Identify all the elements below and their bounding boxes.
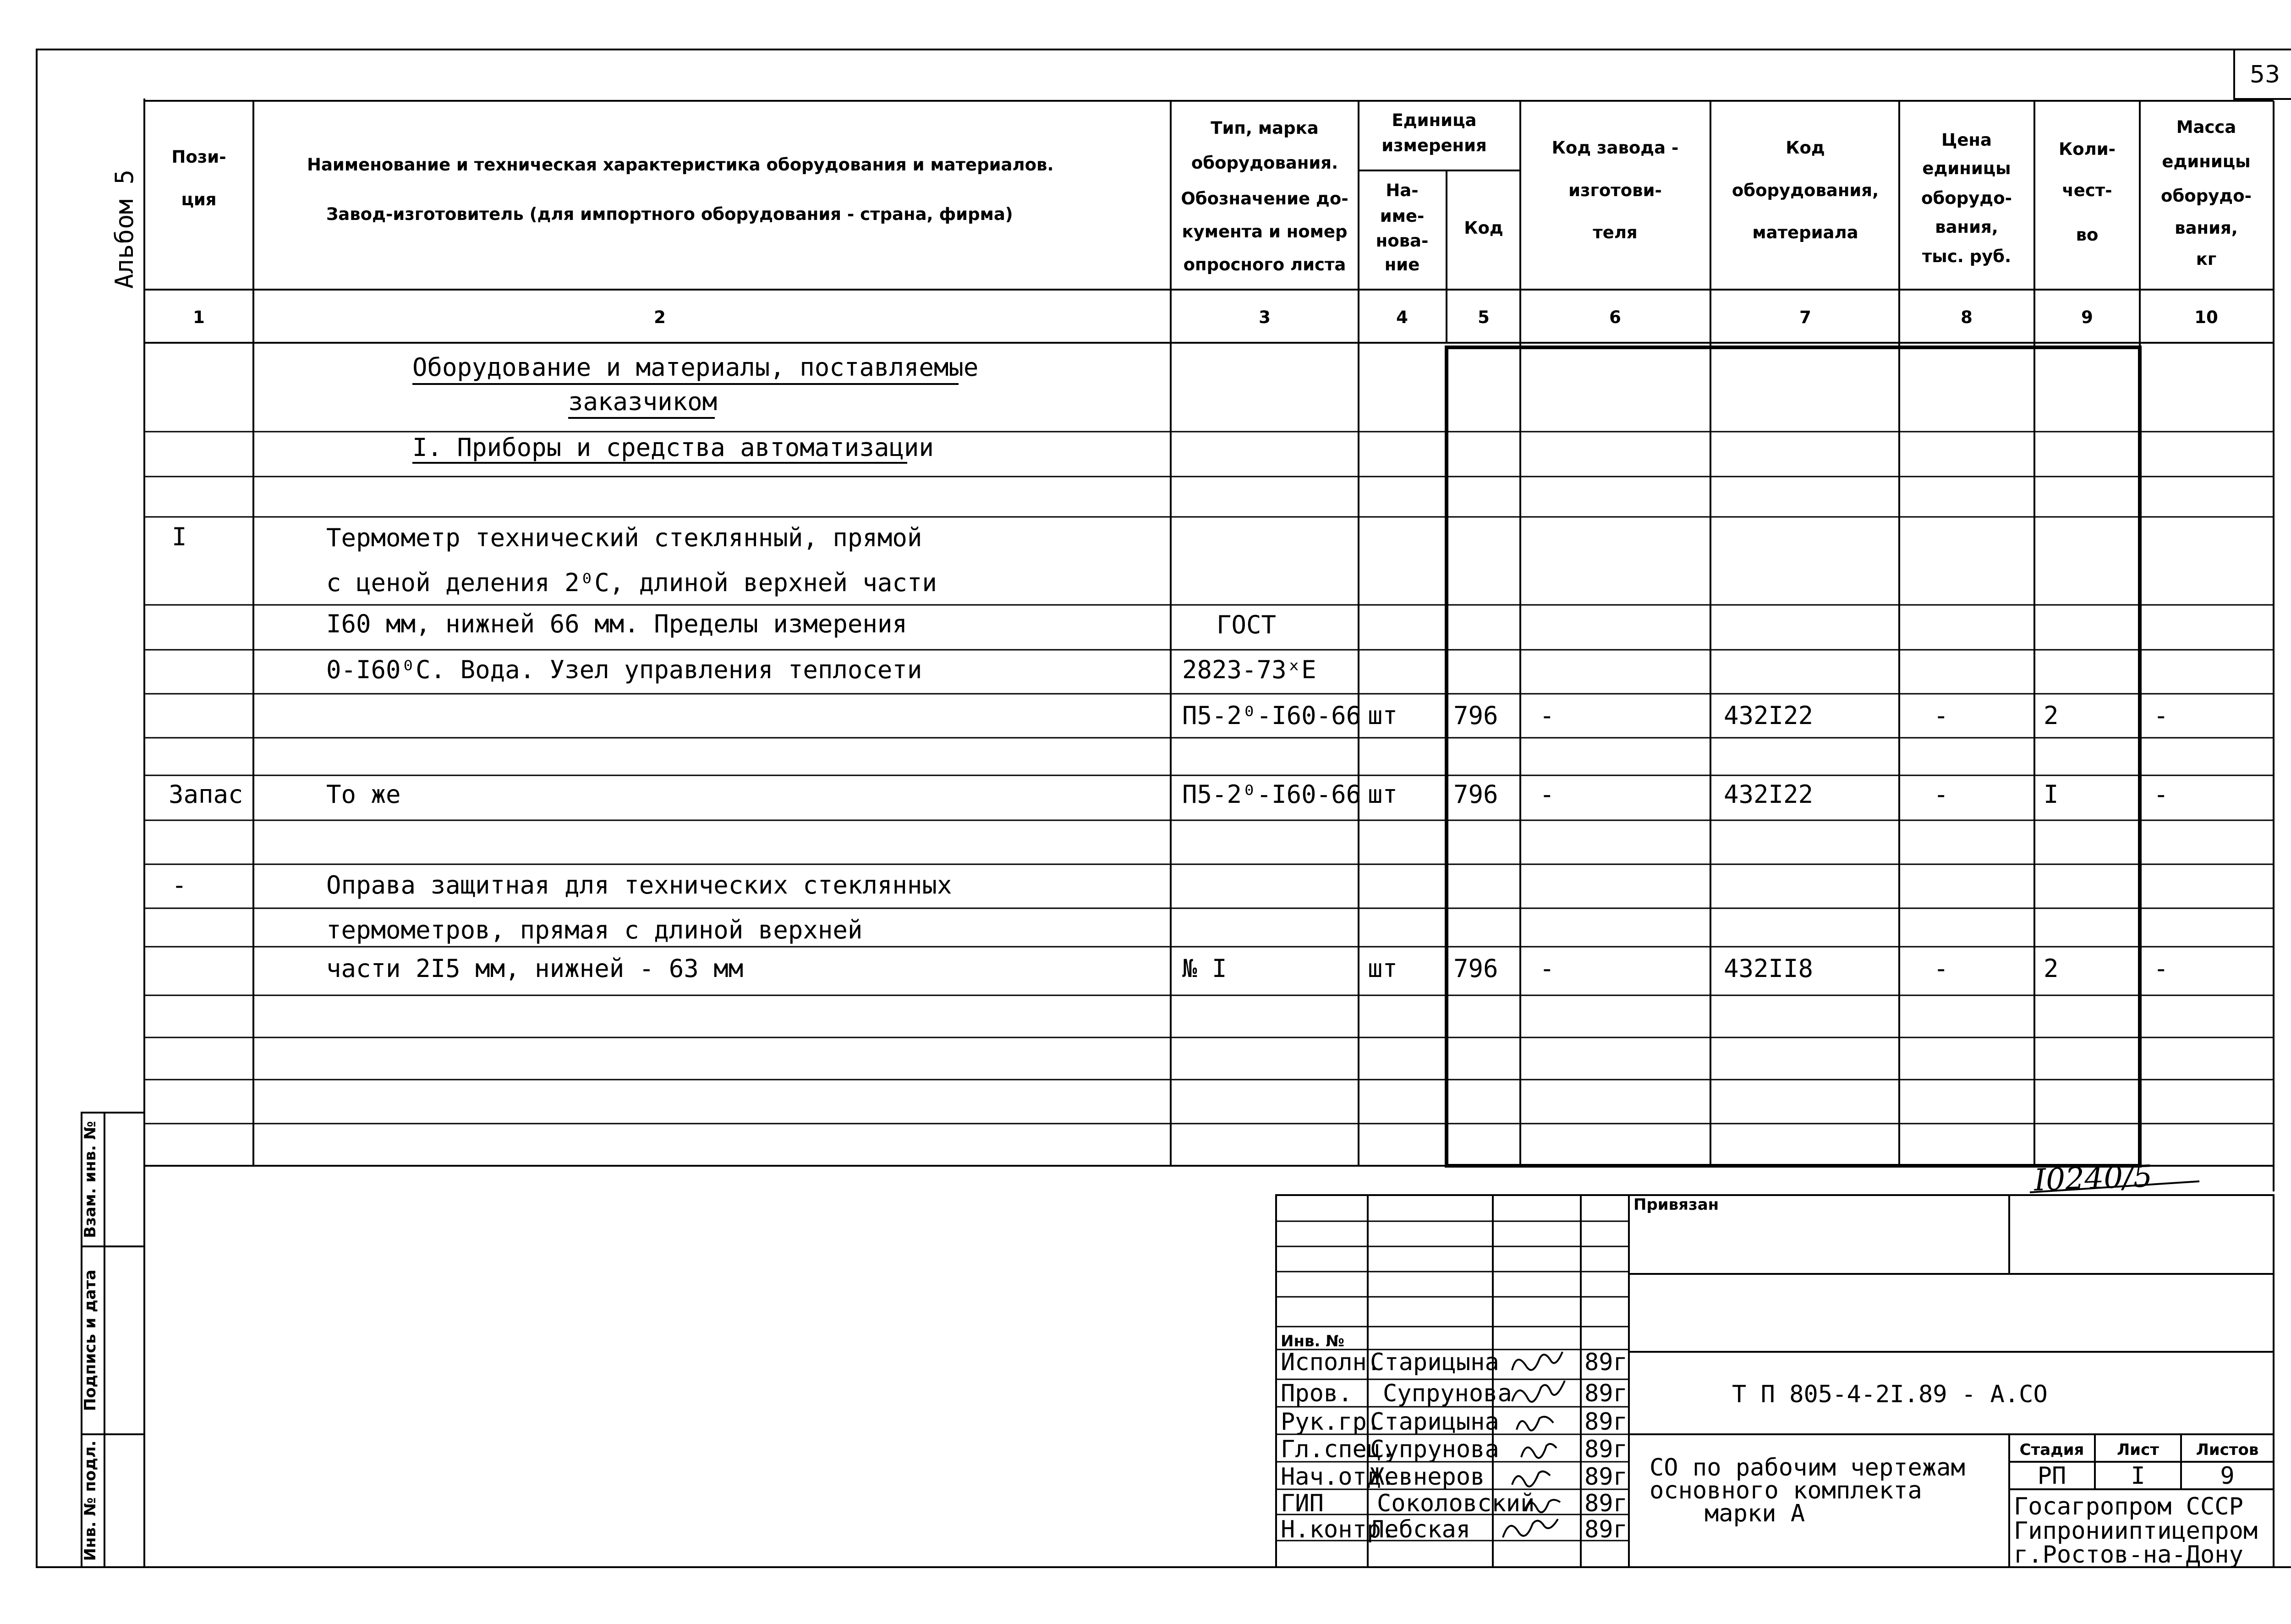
stamp-inv-orig: Инв. № подл. <box>81 1440 99 1561</box>
signer-name-5: Жевнеров <box>1370 1463 1485 1491</box>
signer-date-4: 89г <box>1584 1436 1628 1463</box>
row-2-unit: шт <box>1368 780 1398 809</box>
row-1-plant: - <box>1540 701 1555 730</box>
sheets-label: Листов <box>2196 1441 2259 1459</box>
section-subtitle: I. Приборы и средства автоматизации <box>412 433 934 462</box>
signer-role-1: Исполн. <box>1281 1349 1381 1376</box>
row-2-mass: - <box>2154 780 2169 809</box>
row-1-pos: I <box>172 522 187 551</box>
stamp-sign-date: Подпись и дата <box>81 1269 99 1411</box>
table-row <box>169 780 2169 809</box>
header-mass-1: Масса <box>2176 117 2236 137</box>
header-unitname-2: име- <box>1380 206 1425 226</box>
header-unitname-3: нова- <box>1376 231 1429 251</box>
header-type-4: кумента и номер <box>1182 222 1348 241</box>
row-3-desc-2: термометров, прямая с длиной верхней <box>326 916 863 944</box>
header-qty-2: чест- <box>2062 181 2112 200</box>
stage-label: Стадия <box>2019 1441 2084 1459</box>
col-number-4: 4 <box>1396 307 1408 327</box>
row-2-desc-1: То же <box>326 780 401 809</box>
stage-value: РП <box>2037 1462 2066 1490</box>
col-number-3: 3 <box>1259 307 1271 327</box>
section-title-2: заказчиком <box>568 387 718 416</box>
header-mass-2: единицы <box>2162 152 2251 171</box>
row-1-desc-1: Термометр технический стеклянный, прямой <box>326 523 922 552</box>
col-number-10: 10 <box>2194 307 2218 327</box>
row-3-desc-1: Оправа защитная для технических стеклянных <box>326 871 952 900</box>
signer-name-1: Старицына <box>1370 1349 1499 1376</box>
header-unit-2: измерения <box>1381 136 1487 155</box>
signer-role-7: Н.контр. <box>1281 1516 1396 1543</box>
header-price-2: единицы <box>1922 159 2011 178</box>
signer-role-2: Пров. <box>1281 1380 1353 1407</box>
signer-role-5: Нач.отд. <box>1281 1463 1396 1491</box>
row-3-pos: - <box>172 871 187 900</box>
row-1-price: - <box>1934 701 1949 730</box>
header-code-2: оборудования, <box>1732 181 1879 200</box>
row-1-desc-3: I60 мм, нижней 66 мм. Пределы измерения <box>326 609 907 638</box>
header-mass-3: оборудо- <box>2161 186 2252 206</box>
row-2-type: П5-2⁰-I60-66 <box>1182 780 1361 809</box>
signer-date-6: 89г <box>1584 1490 1628 1517</box>
stamp-replace-inv: Взам. инв. № <box>81 1121 99 1238</box>
col-number-5: 5 <box>1478 307 1490 327</box>
col-number-6: 6 <box>1609 307 1621 327</box>
row-1-unit: шт <box>1368 701 1398 730</box>
signer-date-1: 89г <box>1584 1349 1628 1376</box>
designation: Т П 805-4-2I.89 - А.СО <box>1732 1381 2048 1408</box>
signer-date-2: 89г <box>1584 1380 1628 1407</box>
row-3-unit: шт <box>1368 954 1398 983</box>
page-number: 53 <box>2249 61 2280 88</box>
signer-name-7: Лебская <box>1370 1516 1471 1543</box>
header-code-1: Код <box>1786 138 1825 158</box>
row-1-doc-2: 2823-73ˣЕ <box>1182 655 1316 684</box>
row-1-doc-1: ГОСТ <box>1217 610 1277 639</box>
header-type-1: Тип, марка <box>1211 118 1319 138</box>
row-3-qty: 2 <box>2044 954 2059 983</box>
signer-date-3: 89г <box>1584 1408 1628 1436</box>
row-3-item-code: 432II8 <box>1724 954 1814 983</box>
col-number-2: 2 <box>654 307 666 327</box>
row-1-code: 796 <box>1453 701 1498 730</box>
col-number-8: 8 <box>1961 307 1973 327</box>
col-number-1: 1 <box>193 307 205 327</box>
doc-title-1: СО по рабочим чертежам <box>1650 1454 1965 1481</box>
sheets-value: 9 <box>2220 1462 2235 1490</box>
org-line-2: Гипронииптицепром <box>2014 1517 2258 1545</box>
signer-role-6: ГИП <box>1281 1490 1324 1517</box>
header-qty-3: во <box>2076 225 2099 245</box>
header-unit-code: Код <box>1464 218 1503 238</box>
row-1-desc-2: с ценой деления 2⁰С, длиной верхней части <box>326 568 937 597</box>
header-mass-5: кг <box>2196 249 2217 269</box>
header-qty-1: Коли- <box>2058 139 2116 159</box>
row-1-desc-4: 0-I60⁰С. Вода. Узел управления теплосети <box>326 655 922 684</box>
signer-name-4: Супрунова <box>1370 1436 1499 1463</box>
header-plant-1: Код завода - <box>1551 138 1679 158</box>
header-price-3: оборудо- <box>1921 188 2012 208</box>
row-2-pos: Запас <box>169 780 243 809</box>
header-pos-1: Пози- <box>171 147 226 167</box>
row-3-code: 796 <box>1453 954 1498 983</box>
section-title-1: Оборудование и материалы, поставляемые <box>412 353 979 382</box>
header-pos-2: ция <box>181 190 217 209</box>
signer-date-7: 89г <box>1584 1516 1628 1543</box>
header-price-5: тыс. руб. <box>1922 247 2011 266</box>
sheet-value: I <box>2131 1462 2145 1490</box>
org-line-3: г.Ростов-на-Дону <box>2014 1541 2243 1569</box>
row-2-plant: - <box>1540 780 1555 809</box>
header-plant-2: изготови- <box>1568 181 1662 200</box>
row-1-item-code: 432I22 <box>1724 701 1814 730</box>
row-3-type: № I <box>1182 954 1227 983</box>
row-1-qty: 2 <box>2044 701 2059 730</box>
signer-role-4: Гл.спец. <box>1281 1436 1396 1463</box>
header-type-5: опросного листа <box>1183 255 1346 274</box>
header-unitname-1: На- <box>1386 181 1419 200</box>
privyazan-label: Привязан <box>1633 1196 1719 1214</box>
header-plant-3: теля <box>1593 223 1638 242</box>
col-number-9: 9 <box>2081 307 2093 327</box>
row-3-desc-3: части 2I5 мм, нижней - 63 мм <box>326 954 744 983</box>
row-2-code: 796 <box>1453 780 1498 809</box>
row-1-mass: - <box>2154 701 2169 730</box>
header-type-3: Обозначение до- <box>1181 189 1348 208</box>
sheet-label: Лист <box>2117 1441 2159 1459</box>
header-unit-1: Единица <box>1392 110 1477 130</box>
signer-name-2: Супрунова <box>1383 1380 1512 1407</box>
header-name-1: Наименование и техническая характеристика оборудования и материалов. <box>307 155 1054 175</box>
col-number-7: 7 <box>1799 307 1811 327</box>
org-line-1: Госагропром СССР <box>2014 1493 2243 1520</box>
header-mass-4: вания, <box>2175 218 2238 238</box>
header-type-2: оборудования. <box>1191 153 1338 173</box>
header-price-1: Цена <box>1941 130 1992 150</box>
row-1-type: П5-2⁰-I60-66 <box>1182 701 1361 730</box>
row-3-mass: - <box>2154 954 2169 983</box>
table-header <box>171 110 2252 327</box>
signer-name-3: Старицына <box>1370 1408 1499 1436</box>
header-price-4: вания, <box>1935 217 1998 237</box>
row-2-qty: I <box>2044 780 2059 809</box>
doc-title-3: марки А <box>1705 1500 1805 1527</box>
album-label: Альбом 5 <box>110 169 139 289</box>
row-2-item-code: 432I22 <box>1724 780 1814 809</box>
header-unitname-4: ние <box>1384 255 1420 274</box>
signer-date-5: 89г <box>1584 1463 1628 1491</box>
inv-label: Инв. № <box>1281 1332 1345 1350</box>
header-name-2: Завод-изготовитель (для импортного оборудования - страна, фирма) <box>326 204 1013 224</box>
sheet-code: I0240/5 <box>2033 1158 2153 1198</box>
signer-role-3: Рук.гр. <box>1281 1408 1381 1436</box>
header-code-3: материала <box>1752 223 1858 242</box>
signer-name-6: Соколовский <box>1377 1490 1535 1517</box>
row-3-plant: - <box>1540 954 1555 983</box>
doc-title-2: основного комплекта <box>1650 1477 1922 1504</box>
row-2-price: - <box>1934 780 1949 809</box>
row-3-price: - <box>1934 954 1949 983</box>
